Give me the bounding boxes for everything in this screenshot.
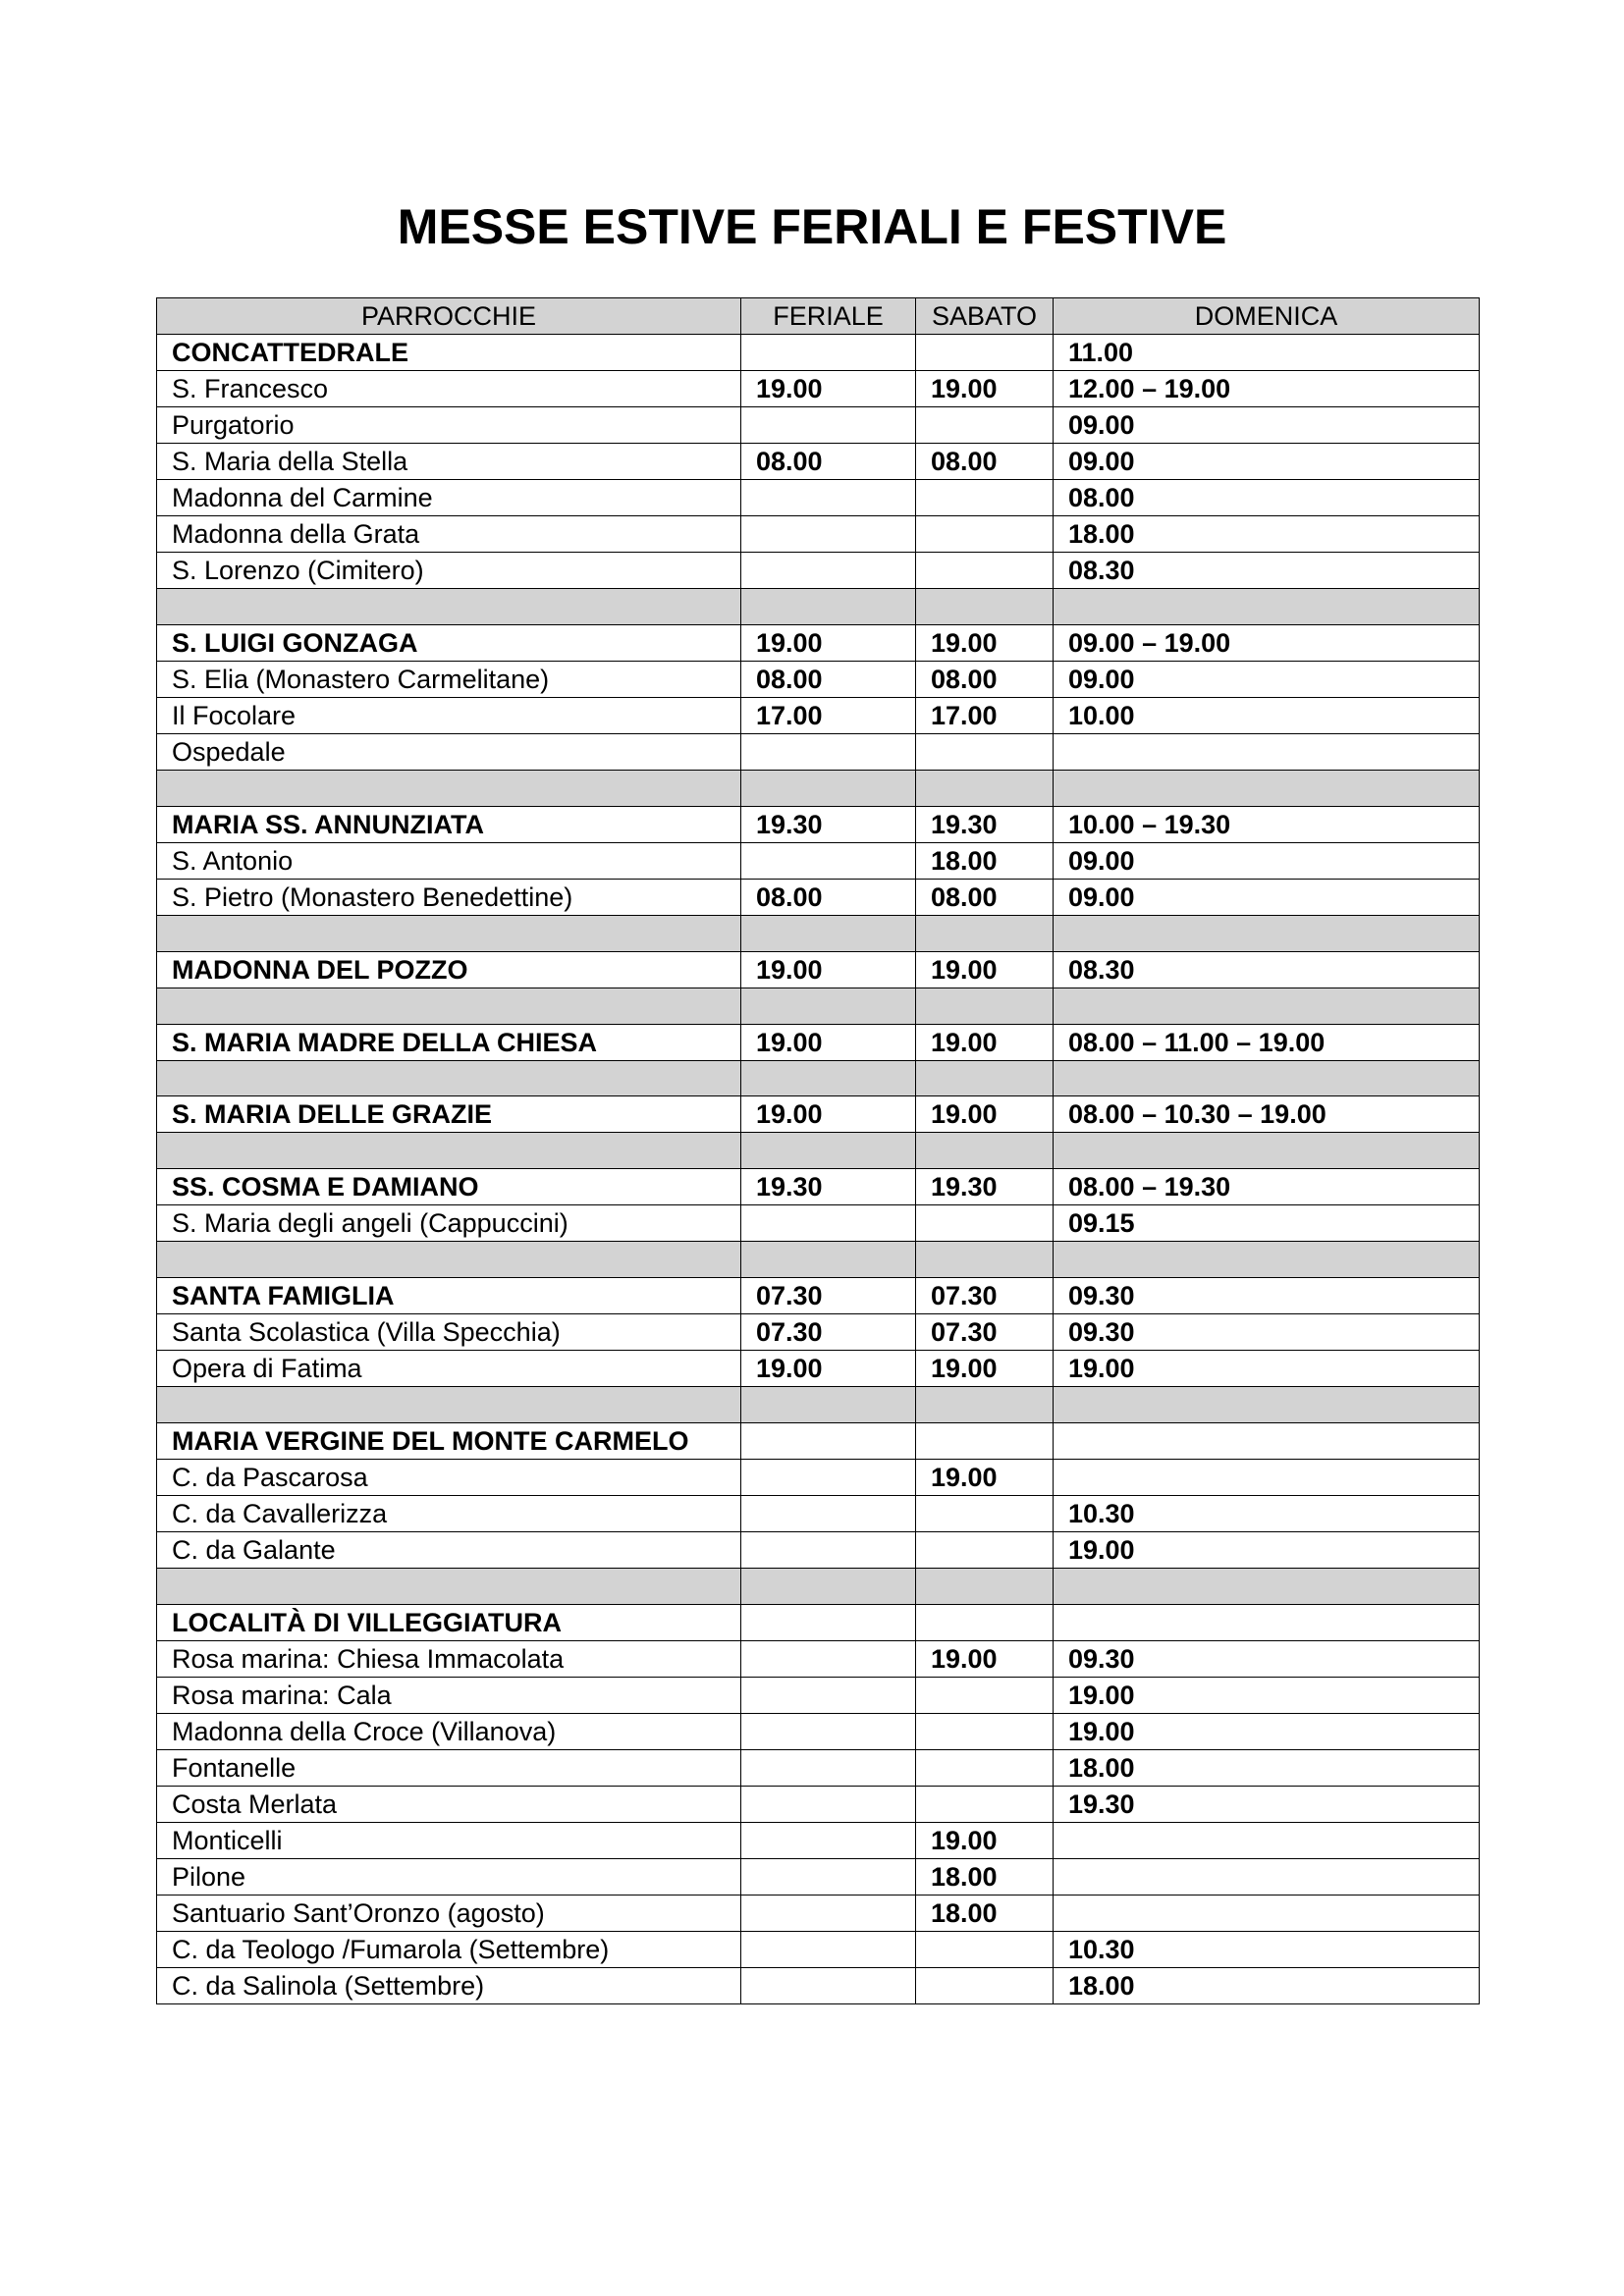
table-row bbox=[157, 806, 1480, 842]
table-row bbox=[157, 1496, 1480, 1532]
domenica-time-cell: 11.00 bbox=[1054, 335, 1480, 371]
sabato-time-cell: 19.30 bbox=[916, 1169, 1054, 1205]
table-row bbox=[157, 1641, 1480, 1678]
domenica-time-cell: 09.30 bbox=[1054, 1278, 1480, 1314]
feriale-time-cell bbox=[741, 1605, 916, 1641]
domenica-time-cell: 08.00 – 10.30 – 19.00 bbox=[1054, 1096, 1480, 1133]
table-row bbox=[157, 1169, 1480, 1205]
separator-cell bbox=[157, 770, 741, 806]
separator-cell bbox=[1054, 589, 1480, 625]
domenica-time-cell: 09.00 bbox=[1054, 661, 1480, 697]
table-row bbox=[157, 697, 1480, 733]
domenica-time-cell: 09.00 – 19.00 bbox=[1054, 624, 1480, 661]
separator-cell bbox=[1054, 1387, 1480, 1423]
parish-name-cell: Fontanelle bbox=[157, 1750, 741, 1787]
domenica-time-cell bbox=[1054, 733, 1480, 770]
separator-cell bbox=[916, 770, 1054, 806]
table-row bbox=[157, 1278, 1480, 1314]
parish-name-cell: MADONNA DEL POZZO bbox=[157, 951, 741, 988]
parish-name-cell: Costa Merlata bbox=[157, 1787, 741, 1823]
sabato-time-cell bbox=[916, 407, 1054, 444]
parish-name-cell: CONCATTEDRALE bbox=[157, 335, 741, 371]
separator-cell bbox=[916, 1387, 1054, 1423]
feriale-time-cell: 19.00 bbox=[741, 951, 916, 988]
parish-name-cell: S. Lorenzo (Cimitero) bbox=[157, 553, 741, 589]
sabato-time-cell: 19.00 bbox=[916, 1641, 1054, 1678]
feriale-time-cell bbox=[741, 1968, 916, 2004]
separator-cell bbox=[916, 589, 1054, 625]
feriale-time-cell bbox=[741, 1205, 916, 1242]
separator-cell bbox=[1054, 915, 1480, 951]
domenica-time-cell: 09.15 bbox=[1054, 1205, 1480, 1242]
domenica-time-cell: 19.00 bbox=[1054, 1351, 1480, 1387]
domenica-time-cell: 19.00 bbox=[1054, 1714, 1480, 1750]
sabato-time-cell bbox=[916, 516, 1054, 553]
table-row bbox=[157, 1750, 1480, 1787]
parish-name-cell: S. Elia (Monastero Carmelitane) bbox=[157, 661, 741, 697]
parish-name-cell: LOCALITÀ DI VILLEGGIATURA bbox=[157, 1605, 741, 1641]
table-row bbox=[157, 516, 1480, 553]
parish-name-cell: S. Maria degli angeli (Cappuccini) bbox=[157, 1205, 741, 1242]
parish-name-cell: C. da Teologo /Fumarola (Settembre) bbox=[157, 1932, 741, 1968]
sabato-time-cell bbox=[916, 1678, 1054, 1714]
feriale-time-cell bbox=[741, 733, 916, 770]
domenica-time-cell: 09.00 bbox=[1054, 842, 1480, 879]
separator-cell bbox=[1054, 770, 1480, 806]
domenica-time-cell bbox=[1054, 1823, 1480, 1859]
feriale-time-cell: 07.30 bbox=[741, 1278, 916, 1314]
separator-cell bbox=[916, 1060, 1054, 1096]
table-row bbox=[157, 1351, 1480, 1387]
table-row bbox=[157, 1932, 1480, 1968]
parish-name-cell: Rosa marina: Chiesa Immacolata bbox=[157, 1641, 741, 1678]
separator-cell bbox=[157, 1133, 741, 1169]
parish-name-cell: S. MARIA DELLE GRAZIE bbox=[157, 1096, 741, 1133]
feriale-time-cell bbox=[741, 1896, 916, 1932]
table-row bbox=[157, 1787, 1480, 1823]
feriale-time-cell bbox=[741, 480, 916, 516]
separator-cell bbox=[1054, 1242, 1480, 1278]
feriale-time-cell: 08.00 bbox=[741, 661, 916, 697]
feriale-time-cell bbox=[741, 1859, 916, 1896]
sabato-time-cell: 08.00 bbox=[916, 879, 1054, 915]
separator-cell bbox=[741, 1060, 916, 1096]
parish-name-cell: Monticelli bbox=[157, 1823, 741, 1859]
domenica-time-cell: 09.00 bbox=[1054, 444, 1480, 480]
table-row bbox=[157, 1096, 1480, 1133]
table-row bbox=[157, 335, 1480, 371]
separator-row bbox=[157, 1060, 1480, 1096]
sabato-time-cell: 19.00 bbox=[916, 1460, 1054, 1496]
sabato-time-cell bbox=[916, 1787, 1054, 1823]
parish-name-cell: C. da Galante bbox=[157, 1532, 741, 1569]
separator-cell bbox=[916, 915, 1054, 951]
sabato-time-cell: 19.00 bbox=[916, 951, 1054, 988]
separator-row bbox=[157, 915, 1480, 951]
sabato-time-cell bbox=[916, 335, 1054, 371]
sabato-time-cell bbox=[916, 553, 1054, 589]
parish-name-cell: S. LUIGI GONZAGA bbox=[157, 624, 741, 661]
domenica-time-cell: 18.00 bbox=[1054, 1968, 1480, 2004]
table-row bbox=[157, 951, 1480, 988]
domenica-time-cell: 08.30 bbox=[1054, 553, 1480, 589]
separator-cell bbox=[157, 988, 741, 1024]
table-row bbox=[157, 842, 1480, 879]
feriale-time-cell bbox=[741, 1714, 916, 1750]
feriale-time-cell: 19.00 bbox=[741, 624, 916, 661]
table-row bbox=[157, 1024, 1480, 1060]
sabato-time-cell bbox=[916, 1968, 1054, 2004]
table-body bbox=[157, 335, 1480, 2004]
parish-name-cell: C. da Salinola (Settembre) bbox=[157, 1968, 741, 2004]
table-row bbox=[157, 371, 1480, 407]
domenica-time-cell bbox=[1054, 1605, 1480, 1641]
separator-cell bbox=[741, 1387, 916, 1423]
sabato-time-cell: 08.00 bbox=[916, 661, 1054, 697]
parish-name-cell: Il Focolare bbox=[157, 697, 741, 733]
feriale-time-cell: 19.00 bbox=[741, 1024, 916, 1060]
feriale-time-cell bbox=[741, 407, 916, 444]
separator-cell bbox=[1054, 988, 1480, 1024]
domenica-time-cell bbox=[1054, 1896, 1480, 1932]
sabato-time-cell bbox=[916, 1605, 1054, 1641]
table-row bbox=[157, 1423, 1480, 1460]
table-row bbox=[157, 480, 1480, 516]
table-header-row bbox=[157, 298, 1480, 335]
header-feriale: FERIALE bbox=[741, 298, 916, 335]
table-row bbox=[157, 624, 1480, 661]
sabato-time-cell bbox=[916, 733, 1054, 770]
feriale-time-cell: 17.00 bbox=[741, 697, 916, 733]
parish-name-cell: S. Antonio bbox=[157, 842, 741, 879]
domenica-time-cell: 08.30 bbox=[1054, 951, 1480, 988]
table-row bbox=[157, 1968, 1480, 2004]
table-row bbox=[157, 1532, 1480, 1569]
feriale-time-cell: 19.00 bbox=[741, 1351, 916, 1387]
parish-name-cell: C. da Pascarosa bbox=[157, 1460, 741, 1496]
domenica-time-cell: 09.30 bbox=[1054, 1641, 1480, 1678]
parish-name-cell: Madonna del Carmine bbox=[157, 480, 741, 516]
table-row bbox=[157, 1314, 1480, 1351]
parish-name-cell: C. da Cavallerizza bbox=[157, 1496, 741, 1532]
feriale-time-cell bbox=[741, 1823, 916, 1859]
sabato-time-cell: 18.00 bbox=[916, 1859, 1054, 1896]
feriale-time-cell bbox=[741, 842, 916, 879]
parish-name-cell: Madonna della Croce (Villanova) bbox=[157, 1714, 741, 1750]
parish-name-cell: Purgatorio bbox=[157, 407, 741, 444]
sabato-time-cell: 07.30 bbox=[916, 1314, 1054, 1351]
separator-row bbox=[157, 1133, 1480, 1169]
parish-name-cell: MARIA SS. ANNUNZIATA bbox=[157, 806, 741, 842]
domenica-time-cell: 09.00 bbox=[1054, 879, 1480, 915]
sabato-time-cell: 08.00 bbox=[916, 444, 1054, 480]
sabato-time-cell: 19.00 bbox=[916, 371, 1054, 407]
separator-cell bbox=[157, 915, 741, 951]
domenica-time-cell bbox=[1054, 1460, 1480, 1496]
domenica-time-cell: 19.00 bbox=[1054, 1532, 1480, 1569]
parish-name-cell: S. MARIA MADRE DELLA CHIESA bbox=[157, 1024, 741, 1060]
sabato-time-cell bbox=[916, 1205, 1054, 1242]
header-sabato: SABATO bbox=[916, 298, 1054, 335]
feriale-time-cell bbox=[741, 1678, 916, 1714]
separator-row bbox=[157, 1387, 1480, 1423]
sabato-time-cell: 19.00 bbox=[916, 1351, 1054, 1387]
domenica-time-cell: 09.00 bbox=[1054, 407, 1480, 444]
domenica-time-cell: 18.00 bbox=[1054, 516, 1480, 553]
table-row bbox=[157, 444, 1480, 480]
feriale-time-cell: 08.00 bbox=[741, 879, 916, 915]
separator-row bbox=[157, 988, 1480, 1024]
sabato-time-cell: 19.00 bbox=[916, 624, 1054, 661]
separator-cell bbox=[741, 1569, 916, 1605]
sabato-time-cell: 19.00 bbox=[916, 1096, 1054, 1133]
feriale-time-cell bbox=[741, 1532, 916, 1569]
sabato-time-cell bbox=[916, 1750, 1054, 1787]
table-row bbox=[157, 1714, 1480, 1750]
parish-name-cell: SANTA FAMIGLIA bbox=[157, 1278, 741, 1314]
separator-cell bbox=[157, 1060, 741, 1096]
parish-name-cell: Rosa marina: Cala bbox=[157, 1678, 741, 1714]
table-row bbox=[157, 1896, 1480, 1932]
separator-cell bbox=[916, 1133, 1054, 1169]
sabato-time-cell: 19.00 bbox=[916, 1024, 1054, 1060]
domenica-time-cell: 08.00 – 11.00 – 19.00 bbox=[1054, 1024, 1480, 1060]
domenica-time-cell: 08.00 bbox=[1054, 480, 1480, 516]
sabato-time-cell bbox=[916, 1496, 1054, 1532]
separator-row bbox=[157, 589, 1480, 625]
domenica-time-cell: 09.30 bbox=[1054, 1314, 1480, 1351]
separator-cell bbox=[916, 1569, 1054, 1605]
sabato-time-cell: 17.00 bbox=[916, 697, 1054, 733]
feriale-time-cell bbox=[741, 1750, 916, 1787]
sabato-time-cell: 18.00 bbox=[916, 842, 1054, 879]
domenica-time-cell: 19.00 bbox=[1054, 1678, 1480, 1714]
separator-cell bbox=[741, 1133, 916, 1169]
feriale-time-cell bbox=[741, 1496, 916, 1532]
feriale-time-cell bbox=[741, 335, 916, 371]
header-parrocchie: PARROCCHIE bbox=[157, 298, 741, 335]
separator-cell bbox=[741, 589, 916, 625]
feriale-time-cell: 08.00 bbox=[741, 444, 916, 480]
header-domenica: DOMENICA bbox=[1054, 298, 1480, 335]
domenica-time-cell bbox=[1054, 1859, 1480, 1896]
sabato-time-cell bbox=[916, 1423, 1054, 1460]
parish-name-cell: MARIA VERGINE DEL MONTE CARMELO bbox=[157, 1423, 741, 1460]
sabato-time-cell bbox=[916, 1714, 1054, 1750]
domenica-time-cell bbox=[1054, 1423, 1480, 1460]
separator-row bbox=[157, 1569, 1480, 1605]
table-row bbox=[157, 733, 1480, 770]
table-row bbox=[157, 661, 1480, 697]
sabato-time-cell bbox=[916, 1532, 1054, 1569]
table-row bbox=[157, 879, 1480, 915]
table-row bbox=[157, 1859, 1480, 1896]
feriale-time-cell: 19.00 bbox=[741, 371, 916, 407]
table-row bbox=[157, 1605, 1480, 1641]
separator-cell bbox=[741, 988, 916, 1024]
parish-name-cell: Pilone bbox=[157, 1859, 741, 1896]
domenica-time-cell: 10.30 bbox=[1054, 1496, 1480, 1532]
domenica-time-cell: 18.00 bbox=[1054, 1750, 1480, 1787]
feriale-time-cell bbox=[741, 1932, 916, 1968]
table-row bbox=[157, 1460, 1480, 1496]
separator-cell bbox=[1054, 1133, 1480, 1169]
page-title: MESSE ESTIVE FERIALI E FESTIVE bbox=[397, 199, 1227, 254]
domenica-time-cell: 10.00 bbox=[1054, 697, 1480, 733]
separator-cell bbox=[916, 1242, 1054, 1278]
table-row bbox=[157, 1205, 1480, 1242]
feriale-time-cell bbox=[741, 1787, 916, 1823]
feriale-time-cell: 19.30 bbox=[741, 806, 916, 842]
feriale-time-cell: 19.30 bbox=[741, 1169, 916, 1205]
separator-row bbox=[157, 1242, 1480, 1278]
domenica-time-cell: 19.30 bbox=[1054, 1787, 1480, 1823]
separator-cell bbox=[1054, 1569, 1480, 1605]
table-row bbox=[157, 1823, 1480, 1859]
sabato-time-cell: 07.30 bbox=[916, 1278, 1054, 1314]
separator-cell bbox=[157, 1242, 741, 1278]
separator-row bbox=[157, 770, 1480, 806]
separator-cell bbox=[1054, 1060, 1480, 1096]
table-row bbox=[157, 407, 1480, 444]
table-row bbox=[157, 553, 1480, 589]
feriale-time-cell bbox=[741, 1460, 916, 1496]
feriale-time-cell: 19.00 bbox=[741, 1096, 916, 1133]
sabato-time-cell bbox=[916, 1932, 1054, 1968]
separator-cell bbox=[916, 988, 1054, 1024]
separator-cell bbox=[157, 1387, 741, 1423]
sabato-time-cell: 19.00 bbox=[916, 1823, 1054, 1859]
parish-name-cell: S. Maria della Stella bbox=[157, 444, 741, 480]
feriale-time-cell bbox=[741, 516, 916, 553]
separator-cell bbox=[157, 1569, 741, 1605]
separator-cell bbox=[741, 770, 916, 806]
domenica-time-cell: 10.00 – 19.30 bbox=[1054, 806, 1480, 842]
sabato-time-cell: 19.30 bbox=[916, 806, 1054, 842]
separator-cell bbox=[157, 589, 741, 625]
parish-name-cell: S. Pietro (Monastero Benedettine) bbox=[157, 879, 741, 915]
domenica-time-cell: 08.00 – 19.30 bbox=[1054, 1169, 1480, 1205]
mass-schedule-table bbox=[156, 297, 1480, 2004]
feriale-time-cell bbox=[741, 1641, 916, 1678]
feriale-time-cell bbox=[741, 1423, 916, 1460]
sabato-time-cell bbox=[916, 480, 1054, 516]
sabato-time-cell: 18.00 bbox=[916, 1896, 1054, 1932]
parish-name-cell: S. Francesco bbox=[157, 371, 741, 407]
domenica-time-cell: 12.00 – 19.00 bbox=[1054, 371, 1480, 407]
parish-name-cell: Opera di Fatima bbox=[157, 1351, 741, 1387]
separator-cell bbox=[741, 915, 916, 951]
feriale-time-cell: 07.30 bbox=[741, 1314, 916, 1351]
parish-name-cell: Madonna della Grata bbox=[157, 516, 741, 553]
parish-name-cell: Santuario Sant’Oronzo (agosto) bbox=[157, 1896, 741, 1932]
parish-name-cell: Santa Scolastica (Villa Specchia) bbox=[157, 1314, 741, 1351]
table-row bbox=[157, 1678, 1480, 1714]
feriale-time-cell bbox=[741, 553, 916, 589]
parish-name-cell: Ospedale bbox=[157, 733, 741, 770]
domenica-time-cell: 10.30 bbox=[1054, 1932, 1480, 1968]
parish-name-cell: SS. COSMA E DAMIANO bbox=[157, 1169, 741, 1205]
separator-cell bbox=[741, 1242, 916, 1278]
